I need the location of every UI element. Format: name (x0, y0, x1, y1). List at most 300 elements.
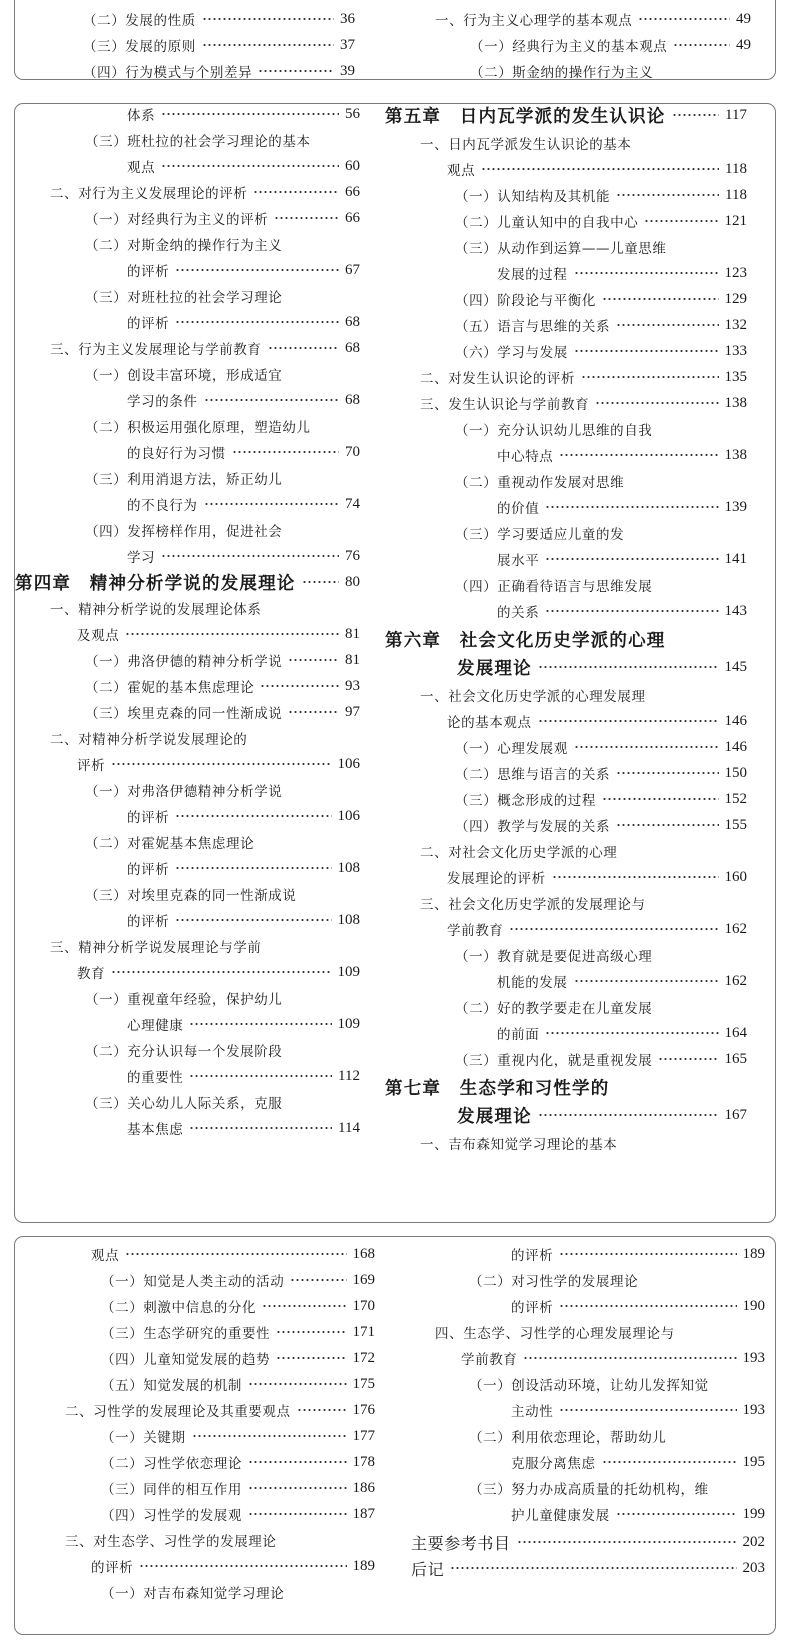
toc-entry-text: 二、对发生认识论的评析 (420, 371, 576, 387)
toc-entry-text: （二）重视动作发展对思维 (455, 475, 625, 491)
toc-entry (455, 1046, 747, 1072)
leader-dots (260, 684, 339, 688)
toc-entry (50, 725, 247, 751)
toc-entry-page: 193 (742, 1349, 765, 1366)
toc-entry (127, 803, 360, 829)
toc-entry (511, 1241, 765, 1267)
toc-entry-text: 二、对行为主义发展理论的评析 (50, 186, 248, 202)
toc-entry-text: （二）发展的性质 (83, 13, 196, 29)
toc-entry (420, 890, 646, 916)
toc-entry-text: 中心特点 (497, 449, 554, 465)
toc-entry (83, 58, 355, 80)
toc-entry (455, 208, 747, 234)
toc-entry-page: 162 (724, 972, 747, 989)
toc-entry-text: （三）对班杜拉的社会学习理论 (85, 290, 283, 306)
toc-entry (91, 1241, 375, 1267)
toc-entry-page: 203 (742, 1559, 765, 1576)
toc-entry-page: 109 (337, 1015, 360, 1032)
toc-entry (420, 130, 632, 156)
leader-dots (574, 349, 719, 353)
leader-dots (139, 1564, 346, 1568)
toc-entry-page: 138 (724, 394, 747, 411)
chapter-heading (385, 103, 747, 128)
toc-entry-text: （三）重视内化，就是重视发展 (455, 1053, 653, 1069)
toc-entry-text: 第四章 精神分析学说的发展理论 (15, 573, 296, 594)
toc-entry (85, 699, 360, 725)
toc-entry-page: 141 (724, 550, 747, 567)
toc-entry-page: 60 (345, 157, 360, 174)
toc-entry-text: （三）从动作到运算——儿童思维 (455, 241, 667, 257)
toc-entry-page: 162 (724, 920, 747, 937)
toc-entry-text: （一）充分认识幼儿思维的自我 (455, 423, 653, 439)
toc-entry (85, 517, 282, 543)
leader-dots (673, 43, 730, 47)
leader-dots (192, 1434, 347, 1438)
toc-entry (85, 413, 311, 439)
leader-dots (175, 268, 339, 272)
toc-entry (461, 1345, 765, 1371)
toc-entry (127, 543, 360, 569)
toc-entry-page: 97 (345, 703, 360, 720)
toc-entry (101, 1345, 375, 1371)
toc-entry-text: （三）概念形成的过程 (455, 793, 596, 809)
toc-entry (101, 1267, 375, 1293)
leader-dots (559, 453, 718, 457)
toc-entry-text: （二）思维与语言的关系 (455, 767, 611, 783)
toc-entry-page: 190 (742, 1297, 765, 1314)
toc-entry-page: 36 (340, 10, 355, 27)
toc-entry-page: 178 (352, 1453, 375, 1470)
toc-entry-text: 展水平 (497, 553, 540, 569)
leader-dots (175, 866, 331, 870)
leader-dots (616, 771, 718, 775)
toc-entry (127, 103, 360, 127)
toc-entry-text: 的良好行为习惯 (127, 446, 226, 462)
toc-entry-text: （二）刺激中信息的分化 (101, 1300, 257, 1316)
leader-dots (202, 43, 334, 47)
toc-entry (101, 1319, 375, 1345)
toc-entry-text: 的重要性 (127, 1070, 184, 1086)
chapter-heading (457, 654, 747, 680)
toc-entry-page: 160 (724, 868, 747, 885)
toc-entry-text: 护儿童健康发展 (511, 1508, 610, 1524)
leader-dots (175, 918, 331, 922)
toc-entry (101, 1423, 375, 1449)
toc-entry (455, 572, 652, 598)
toc-entry-text: （一）教育就是要促进高级心理 (455, 949, 653, 965)
toc-entry-text: 教育 (77, 966, 106, 982)
toc-entry (420, 1130, 617, 1156)
leader-dots (581, 375, 718, 379)
toc-entry-page: 146 (724, 738, 747, 755)
toc-entry-text: 主动性 (511, 1404, 554, 1420)
toc-entry-page: 132 (724, 316, 747, 333)
leader-dots (288, 658, 339, 662)
toc-entry-text: 第五章 日内瓦学派的发生认识论 (385, 106, 666, 127)
toc-entry-text: 的评析 (127, 264, 170, 280)
leader-dots (658, 1057, 718, 1061)
toc-entry (85, 231, 282, 257)
leader-dots (302, 580, 340, 584)
toc-entry (447, 864, 747, 890)
toc-entry-text: （一）创设丰富环境，形成适宜 (85, 368, 283, 384)
leader-dots (559, 1408, 736, 1412)
toc-entry (127, 387, 360, 413)
toc-entry (447, 156, 747, 182)
toc-entry-text: 的评析 (127, 316, 170, 332)
toc-entry-text: （三）埃里克森的同一性渐成说 (85, 706, 283, 722)
leader-dots (248, 1512, 347, 1516)
toc-entry-text: （一）弗洛伊德的精神分析学说 (85, 654, 283, 670)
toc-entry-text: （一）认知结构及其机能 (455, 189, 611, 205)
toc-entry-page: 68 (345, 339, 360, 356)
leader-dots (595, 401, 718, 405)
toc-entry-page: 114 (338, 1119, 360, 1136)
toc-entry-text: （三）对埃里克森的同一性渐成说 (85, 888, 297, 904)
toc-entry-text: 三、社会文化历史学派的发展理论与 (420, 897, 646, 913)
toc-entry (65, 1397, 375, 1423)
toc-entry (497, 494, 747, 520)
toc-entry-text: 发展理论 (457, 658, 532, 679)
toc-entry (455, 942, 652, 968)
toc-entry-text: 发展理论的评析 (447, 871, 546, 887)
toc-entry (127, 1063, 360, 1089)
toc-entry-page: 195 (742, 1453, 765, 1470)
toc-entry (447, 916, 747, 942)
toc-entry-text: 的前面 (497, 1027, 540, 1043)
toc-entry-page: 56 (345, 105, 360, 122)
toc-entry-page: 169 (352, 1271, 375, 1288)
toc-entry (435, 6, 751, 32)
toc-entry (83, 6, 355, 32)
toc-entry-page: 164 (724, 1024, 747, 1041)
toc-entry-text: （三）利用消退方法，矫正幼儿 (85, 472, 283, 488)
toc-entry-page: 170 (352, 1297, 375, 1314)
toc-entry-page: 37 (340, 36, 355, 53)
leader-dots (161, 554, 339, 558)
toc-entry (420, 390, 747, 416)
toc-entry-text: 的评析 (127, 914, 170, 930)
leader-dots (545, 1031, 718, 1035)
toc-entry (455, 468, 624, 494)
toc-entry-page: 108 (337, 911, 360, 928)
leader-dots (672, 113, 720, 117)
toc-entry-page: 67 (345, 261, 360, 278)
leader-dots (125, 1252, 346, 1256)
leader-dots (288, 710, 339, 714)
leader-dots (545, 557, 718, 561)
toc-entry-text: 一、吉布森知觉学习理论的基本 (420, 1137, 618, 1153)
toc-entry-page: 139 (724, 498, 747, 515)
toc-entry-page: 175 (352, 1375, 375, 1392)
toc-entry-text: （一）经典行为主义的基本观点 (470, 39, 668, 55)
leader-dots (450, 1566, 736, 1570)
toc-entry-text: 的不良行为 (127, 498, 198, 514)
toc-entry-text: （四）发挥榜样作用，促进社会 (85, 524, 283, 540)
leader-dots (248, 1486, 347, 1490)
toc-entry (85, 465, 282, 491)
leader-dots (189, 1022, 331, 1026)
toc-entry-page: 168 (352, 1245, 375, 1262)
toc-entry-text: 的评析 (91, 1560, 134, 1576)
toc-entry-page: 172 (352, 1349, 375, 1366)
toc-entry (435, 1319, 675, 1345)
toc-entry (85, 205, 360, 231)
toc-entry-text: （一）对吉布森知觉学习理论 (101, 1586, 285, 1602)
toc-entry-page: 150 (724, 764, 747, 781)
toc-entry-text: （一）对弗洛伊德精神分析学说 (85, 784, 283, 800)
toc-entry-text: （二）斯金纳的操作行为主义 (470, 65, 654, 80)
toc-entry-text: （三）学习要适应儿童的发 (455, 527, 625, 543)
toc-entry-text: 发展的过程 (497, 267, 568, 283)
leader-dots (602, 1460, 737, 1464)
toc-entry-text: 三、对生态学、习性学的发展理论 (65, 1534, 277, 1550)
toc-entry (470, 58, 653, 80)
toc-entry-page: 138 (724, 446, 747, 463)
leader-dots (258, 69, 334, 73)
toc-entry (455, 286, 747, 312)
toc-entry (455, 182, 747, 208)
chapter-heading (385, 626, 666, 652)
leader-dots (574, 745, 719, 749)
leader-dots (189, 1126, 332, 1130)
leader-dots (644, 219, 718, 223)
leader-dots (616, 193, 719, 197)
toc-entry-page: 106 (337, 807, 360, 824)
toc-entry (455, 760, 747, 786)
toc-entry-page: 189 (352, 1557, 375, 1574)
toc-entry-page: 81 (345, 625, 360, 642)
toc-entry (101, 1475, 375, 1501)
toc-entry-text: 评析 (77, 758, 106, 774)
toc-entry-text: 发展理论 (457, 1106, 532, 1127)
toc-entry-text: （二）利用依恋理论，帮助幼儿 (469, 1430, 667, 1446)
leader-dots (297, 1408, 347, 1412)
toc-entry-text: 克服分离焦虑 (511, 1456, 596, 1472)
toc-entry (455, 234, 667, 260)
toc-entry-text: （四）行为模式与个别差异 (83, 65, 253, 80)
leader-dots (574, 271, 719, 275)
leader-dots (125, 632, 339, 636)
toc-entry (50, 595, 262, 621)
toc-entry (469, 1371, 709, 1397)
toc-entry (127, 855, 360, 881)
toc-entry (455, 786, 747, 812)
toc-panel-middle (14, 103, 776, 1223)
toc-entry-text: （二）好的教学要走在儿童发展 (455, 1001, 653, 1017)
toc-entry (455, 812, 747, 838)
leader-dots (276, 1356, 346, 1360)
toc-entry-page: 146 (724, 712, 747, 729)
toc-entry (470, 32, 751, 58)
toc-entry (77, 751, 360, 777)
toc-entry-page: 121 (724, 212, 747, 229)
leader-dots (111, 970, 331, 974)
toc-entry (85, 881, 297, 907)
toc-entry-text: 三、发生认识论与学前教育 (420, 397, 590, 413)
toc-entry (511, 1501, 765, 1527)
toc-entry-text: （一）心理发展观 (455, 741, 568, 757)
toc-entry-page: 74 (345, 495, 360, 512)
toc-entry (85, 1037, 282, 1063)
leader-dots (175, 814, 331, 818)
toc-entry-page: 167 (724, 1106, 747, 1123)
toc-entry (469, 1475, 709, 1501)
toc-entry-text: 观点 (447, 163, 476, 179)
toc-panel-top (14, 0, 776, 80)
leader-dots (602, 297, 719, 301)
toc-entry (447, 708, 747, 734)
toc-entry (85, 283, 282, 309)
leader-dots (545, 505, 718, 509)
toc-entry-text: 论的基本观点 (447, 715, 532, 731)
toc-entry-text: 基本焦虑 (127, 1122, 184, 1138)
toc-entry-page: 189 (742, 1245, 765, 1262)
toc-entry-text: （一）对经典行为主义的评析 (85, 212, 269, 228)
toc-entry-page: 106 (337, 755, 360, 772)
leader-dots (175, 320, 339, 324)
leader-dots (552, 875, 719, 879)
toc-entry (420, 682, 646, 708)
toc-entry-text: 体系 (127, 108, 156, 124)
leader-dots (161, 164, 339, 168)
toc-entry (497, 546, 747, 572)
toc-entry (101, 1579, 284, 1605)
toc-entry-page: 193 (742, 1401, 765, 1418)
toc-entry (101, 1449, 375, 1475)
leader-dots (248, 1460, 347, 1464)
toc-entry-text: （四）阶段论与平衡化 (455, 293, 596, 309)
toc-entry-text: 的评析 (511, 1248, 554, 1264)
toc-entry-text: 二、习性学的发展理论及其重要观点 (65, 1404, 291, 1420)
leader-dots (638, 17, 730, 21)
toc-entry-text: 学前教育 (461, 1352, 518, 1368)
toc-entry (91, 1553, 375, 1579)
toc-entry-text: （二）对霍妮基本焦虑理论 (85, 836, 255, 852)
toc-entry-text: 的价值 (497, 501, 540, 517)
toc-entry-text: 三、行为主义发展理论与学前教育 (50, 342, 262, 358)
toc-entry (127, 153, 360, 179)
toc-entry-text: （一）创设活动环境，让幼儿发挥知觉 (469, 1378, 709, 1394)
toc-entry (85, 127, 311, 153)
toc-entry (455, 994, 652, 1020)
toc-entry-page: 68 (345, 391, 360, 408)
toc-entry-page: 145 (724, 658, 747, 675)
toc-entry-text: （一）关键期 (101, 1430, 186, 1446)
toc-entry-page: 109 (337, 963, 360, 980)
toc-entry-page: 202 (742, 1533, 765, 1550)
toc-entry-page: 176 (352, 1401, 375, 1418)
toc-entry (411, 1555, 765, 1581)
toc-entry-text: （二）霍妮的基本焦虑理论 (85, 680, 255, 696)
toc-entry-page: 66 (345, 183, 360, 200)
leader-dots (523, 1356, 736, 1360)
toc-entry (420, 838, 617, 864)
toc-entry (469, 1267, 638, 1293)
toc-entry-page: 81 (345, 651, 360, 668)
leader-dots (517, 1540, 737, 1544)
leader-dots (204, 398, 340, 402)
toc-entry (455, 416, 652, 442)
toc-entry (511, 1449, 765, 1475)
toc-entry (497, 442, 747, 468)
toc-panel-bottom (14, 1236, 776, 1635)
toc-entry (497, 598, 747, 624)
toc-entry (127, 907, 360, 933)
toc-entry-text: 观点 (127, 160, 156, 176)
toc-entry (101, 1501, 375, 1527)
toc-entry (455, 520, 624, 546)
toc-entry-page: 68 (345, 313, 360, 330)
toc-entry (469, 1423, 666, 1449)
leader-dots (559, 1304, 736, 1308)
toc-entry (50, 933, 262, 959)
toc-entry-text: （一）知觉是人类主动的活动 (101, 1274, 285, 1290)
toc-entry-page: 133 (724, 342, 747, 359)
leader-dots (253, 190, 339, 194)
leader-dots (616, 1512, 737, 1516)
toc-entry-page: 118 (725, 160, 747, 177)
toc-entry-text: （三）关心幼儿人际关系，克服 (85, 1096, 283, 1112)
leader-dots (111, 762, 331, 766)
toc-entry-text: 的评析 (127, 862, 170, 878)
toc-entry-page: 118 (725, 186, 747, 203)
toc-entry (411, 1529, 765, 1555)
leader-dots (602, 797, 719, 801)
leader-dots (538, 719, 719, 723)
toc-entry-text: 及观点 (77, 628, 120, 644)
leader-dots (616, 323, 718, 327)
toc-entry-page: 70 (345, 443, 360, 460)
toc-entry-text: 四、生态学、习性学的心理发展理论与 (435, 1326, 675, 1342)
toc-entry (85, 361, 282, 387)
toc-entry-page: 112 (338, 1067, 360, 1084)
toc-entry-page: 49 (736, 36, 751, 53)
toc-entry-text: （二）儿童认知中的自我中心 (455, 215, 639, 231)
leader-dots (616, 823, 718, 827)
toc-entry (50, 335, 360, 361)
toc-entry-text: （四）儿童知觉发展的趋势 (101, 1352, 271, 1368)
toc-entry-page: 177 (352, 1427, 375, 1444)
toc-entry (127, 309, 360, 335)
toc-entry-text: （三）生态学研究的重要性 (101, 1326, 271, 1342)
toc-entry-page: 129 (724, 290, 747, 307)
leader-dots (232, 450, 339, 454)
leader-dots (189, 1074, 332, 1078)
toc-entry (455, 312, 747, 338)
chapter-heading (385, 1074, 609, 1100)
toc-entry-page: 187 (352, 1505, 375, 1522)
toc-entry-page: 143 (724, 602, 747, 619)
toc-entry-text: 学前教育 (447, 923, 504, 939)
toc-entry (127, 257, 360, 283)
toc-entry-text: 学习的条件 (127, 394, 198, 410)
toc-entry-page: 155 (724, 816, 747, 833)
toc-entry-text: 第六章 社会文化历史学派的心理 (385, 630, 666, 651)
toc-entry-text: （二）对习性学的发展理论 (469, 1274, 639, 1290)
toc-entry-text: （四）习性学的发展观 (101, 1508, 242, 1524)
toc-entry (511, 1397, 765, 1423)
toc-entry-text: （三）努力办成高质量的托幼机构，维 (469, 1482, 709, 1498)
leader-dots (545, 609, 718, 613)
leader-dots (574, 979, 719, 983)
toc-entry (127, 1011, 360, 1037)
toc-entry-text: 二、对社会文化历史学派的心理 (420, 845, 618, 861)
toc-entry-text: 二、对精神分析学说发展理论的 (50, 732, 248, 748)
toc-entry-text: （二）充分认识每一个发展阶段 (85, 1044, 283, 1060)
toc-entry (65, 1527, 277, 1553)
toc-entry (497, 260, 747, 286)
